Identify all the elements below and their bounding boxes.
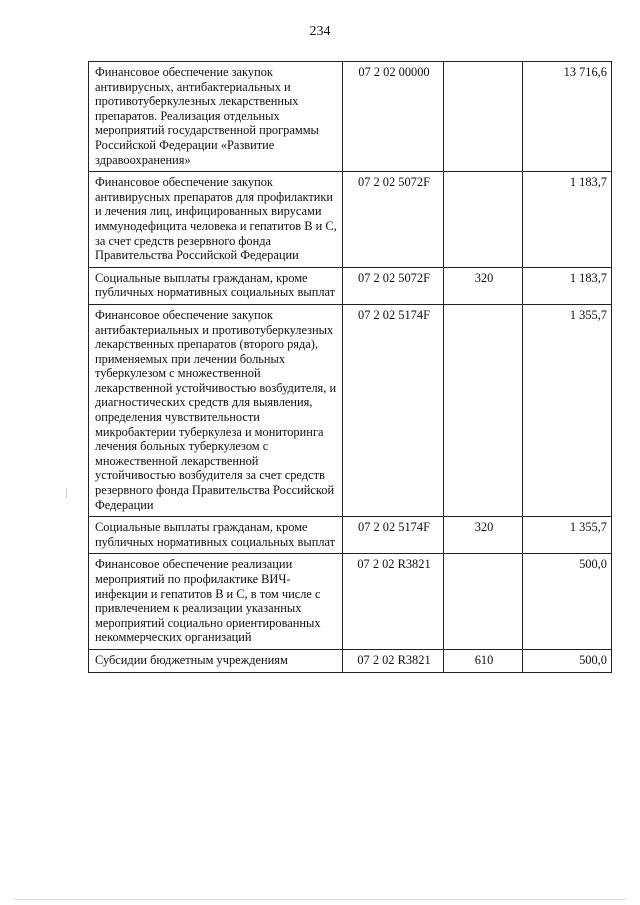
expense-name: Социальные выплаты гражданам, кроме публичных нормативных социальных выплат: [89, 517, 343, 554]
expense-name: Финансовое обеспечение закупок антивирусных, антибактериальных и противотуберкулезных лекарственных препаратов. Реализация отдельных мероприятий государственной программы Российской Федерации «Развитие здравоохранения»: [89, 62, 343, 172]
amount: 1 183,7: [523, 267, 612, 304]
expense-type-code: [444, 304, 523, 516]
target-article-code: 07 2 02 5174F: [343, 517, 444, 554]
target-article-code: 07 2 02 5072F: [343, 267, 444, 304]
table-row: [89, 267, 612, 304]
budget-table: [88, 61, 612, 673]
expense-name: Субсидии бюджетным учреждениям: [89, 649, 343, 672]
page-number: 234: [309, 24, 331, 39]
expense-type-code: [444, 172, 523, 268]
target-article-code: 07 2 02 5174F: [343, 304, 444, 516]
expense-name: Финансовое обеспечение закупок антибактериальных и противотуберкулезных лекарственных препаратов (второго ряда), применяемых при лечении больных туберкулезом с множественной лекарственной устойчивостью возбудителя, и диагностических средств для выявления, определения чувствительности микробактерии туберкулеза и мониторинга лечения больных туберкулезом с множественной лекарственной устойчивостью возбудителя за счет средств резервного фонда Правительства Российской Федерации: [89, 304, 343, 516]
expense-name: Финансовое обеспечение закупок антивирусных препаратов для профилактики и лечения лиц, инфицированных вирусами иммунодефицита человека и гепатитов В и С, за счет средств резервного фонда Правительства Российской Федерации: [89, 172, 343, 268]
expense-type-code: 610: [444, 649, 523, 672]
table-row: [89, 517, 612, 554]
expense-type-code: 320: [444, 517, 523, 554]
margin-mark: [66, 489, 67, 498]
amount: 1 183,7: [523, 172, 612, 268]
table-row: [89, 554, 612, 650]
expense-name: Социальные выплаты гражданам, кроме публичных нормативных социальных выплат: [89, 267, 343, 304]
amount: 500,0: [523, 554, 612, 650]
target-article-code: 07 2 02 00000: [343, 62, 444, 172]
table-row: [89, 62, 612, 172]
expense-name: Финансовое обеспечение реализации мероприятий по профилактике ВИЧ-инфекции и гепатитов В и С, в том числе с привлечением к реализации указанных мероприятий социально ориентированных некоммерческих организаций: [89, 554, 343, 650]
target-article-code: 07 2 02 5072F: [343, 172, 444, 268]
expense-type-code: [444, 554, 523, 650]
amount: 1 355,7: [523, 517, 612, 554]
amount: 500,0: [523, 649, 612, 672]
target-article-code: 07 2 02 R3821: [343, 649, 444, 672]
amount: 1 355,7: [523, 304, 612, 516]
table-row: [89, 304, 612, 516]
amount: 13 716,6: [523, 62, 612, 172]
scan-edge-line: [14, 899, 626, 900]
target-article-code: 07 2 02 R3821: [343, 554, 444, 650]
table-row: [89, 172, 612, 268]
expense-type-code: 320: [444, 267, 523, 304]
expense-type-code: [444, 62, 523, 172]
table-row: [89, 649, 612, 672]
